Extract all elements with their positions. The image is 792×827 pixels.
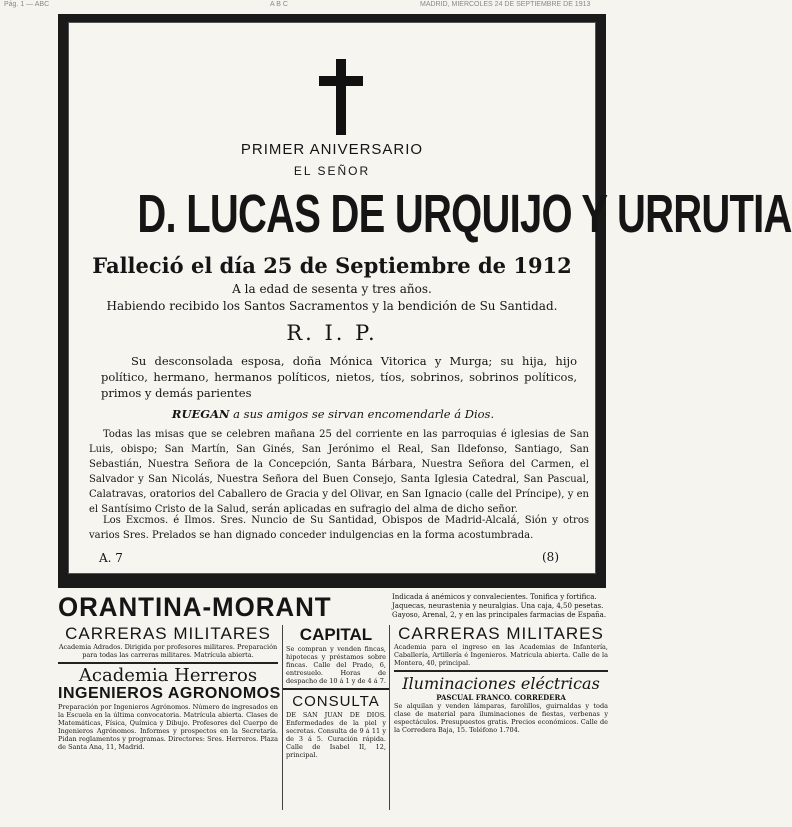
ruegan-bold: RUEGAN [171, 407, 230, 421]
capital-title: CAPITAL [299, 625, 373, 644]
capital-text: Se compran y venden fincas, hipotecas y préstamos sobre fincas. Calle del Prado, 6, entresuelo. Horas de despacho de 10 á 1 y de 4 á 7. [286, 645, 386, 685]
iluminaciones-subtitle: PASCUAL FRANCO. CORREDERA [436, 693, 566, 702]
header-mid: A B C [270, 1, 288, 8]
orantina-ad-title: ORANTINA-MORANT [58, 592, 332, 622]
cross-icon [319, 59, 363, 135]
header-left: Pág. 1 — ABC [4, 1, 50, 8]
ruegan-line [69, 406, 597, 422]
death-date: Falleció el día 25 de Septiembre de 1912 [92, 253, 572, 278]
academia-herreros-text: Preparación por Ingenieros Agrónomos. Número de ingresados en la Escuela en la última convocatoria. Matrícula abierta. Clases de Matemáticas, Física, Química y Dibujo. Profesores del Cuerpo de Ingenieros Agrónomos. Informes y prospectos en la Secretaría. Pidan reglamentos y programas. Directores: Sres. Herreros. Plaza de Santa Ana, 11, Madrid. [58, 703, 278, 751]
family-paragraph: Su desconsolada esposa, doña Mónica Vitorica y Murga; su hija, hijo político, hermano, hermanos políticos, nietos, tíos, sobrinos, sobrinos políticos, primos y demás parientes [101, 354, 577, 400]
mourning-frame [58, 14, 792, 588]
indulgences-paragraph: Los Excmos. é Ilmos. Sres. Nuncio de Su Santidad, Obispos de Madrid-Alcalá, Sión y otros varios Sres. Prelados se han dignado conceder indulgencias en la forma acostumbrada. [89, 515, 589, 541]
page-header [0, 0, 620, 10]
age-line: A la edad de sesenta y tres años. [232, 282, 432, 296]
ad-column-left [58, 624, 281, 810]
carreras-militares-text: Academia Adrados. Dirigida por profesores militares. Preparación para todas las carreras militares. Matrícula abierta. [58, 643, 278, 659]
academia-herreros-title: Academia Herreros [78, 665, 258, 686]
carreras-militares-2-text: Academia para el ingreso en las Academias de Infantería, Caballería, Artillería é Ingenieros. Matrícula abierta. Calle de la Montera, 40, principal. [394, 643, 608, 667]
consulta-title: CONSULTA [292, 693, 380, 710]
iluminaciones-text: Se alquilan y venden lámparas, farolillos, guirnaldas y toda clase de material para iluminaciones de fiestas, verbenas y espectáculos. Presupuestos gratis. Precios económicos. Calle de la Corredera Baja, 15. Teléfono 1.704. [394, 702, 608, 734]
anniversary-heading: PRIMER ANIVERSARIO [240, 141, 424, 158]
ad-column-right [394, 625, 608, 810]
ruegan-text: a sus amigos se sirvan encomendarle á Dios. [233, 407, 495, 421]
carreras-militares-2-title: CARRERAS MILITARES [398, 624, 604, 643]
code-number: (8) [542, 550, 559, 564]
ingenieros-agronomos-title: INGENIEROS AGRONOMOS [58, 685, 281, 702]
code-a: A. 7 [99, 551, 123, 565]
iluminaciones-title: Iluminaciones eléctricas [402, 674, 600, 693]
ad-column-middle [282, 625, 390, 810]
consulta-text: DE SAN JUAN DE DIOS. Enfermedades de la piel y secretas. Consulta de 9 á 11 y de 3 á 5. Curación rápida. Calle de Isabel II, 12, principal. [286, 711, 386, 759]
senor-label: EL SEÑOR [293, 164, 371, 178]
masses-paragraph: Todas las misas que se celebren mañana 25 del corriente en las parroquias é iglesias de San Luis, obispo; San Martín, San Ginés, San Jerónimo el Real, San Ildefonso, Santiago, San Sebastián, Nuestra Señora de la Concepción, Santa Bárbara, Nuestra Señora del Carmen, el Salvador y San Nicolás, Nuestra Señora del Buen Consejo, Santa Iglesia Catedral, San Pascual, Calatravas, oratorios del Caballero de Gracia y del Olivar, en San Ignacio (calle del Príncipe), y en el Santísimo Cristo de la Salud, serán aplicadas en sufragio del alma de dicho señor. [89, 429, 589, 515]
carreras-militares-title: CARRERAS MILITARES [65, 624, 271, 643]
rip-line: R. I. P. [286, 321, 378, 345]
esquela-body [68, 22, 792, 574]
sacraments-line: Habiendo recibido los Santos Sacramentos y la bendición de Su Santidad. [106, 299, 558, 313]
orantina-ad-text: Indicada á anémicos y convalecientes. Tonifica y fortifica. Jaquecas, neurastenia y neuralgias. Una caja, 4,50 pesetas. Gayoso, Arenal, 2, y en las principales farmacias de España. [392, 593, 607, 619]
deceased-name: D. LUCAS DE URQUIJO Y URRUTIA [137, 184, 792, 244]
header-right: MADRID, MIERCOLES 24 DE SEPTIEMBRE DE 1913 [420, 1, 591, 8]
